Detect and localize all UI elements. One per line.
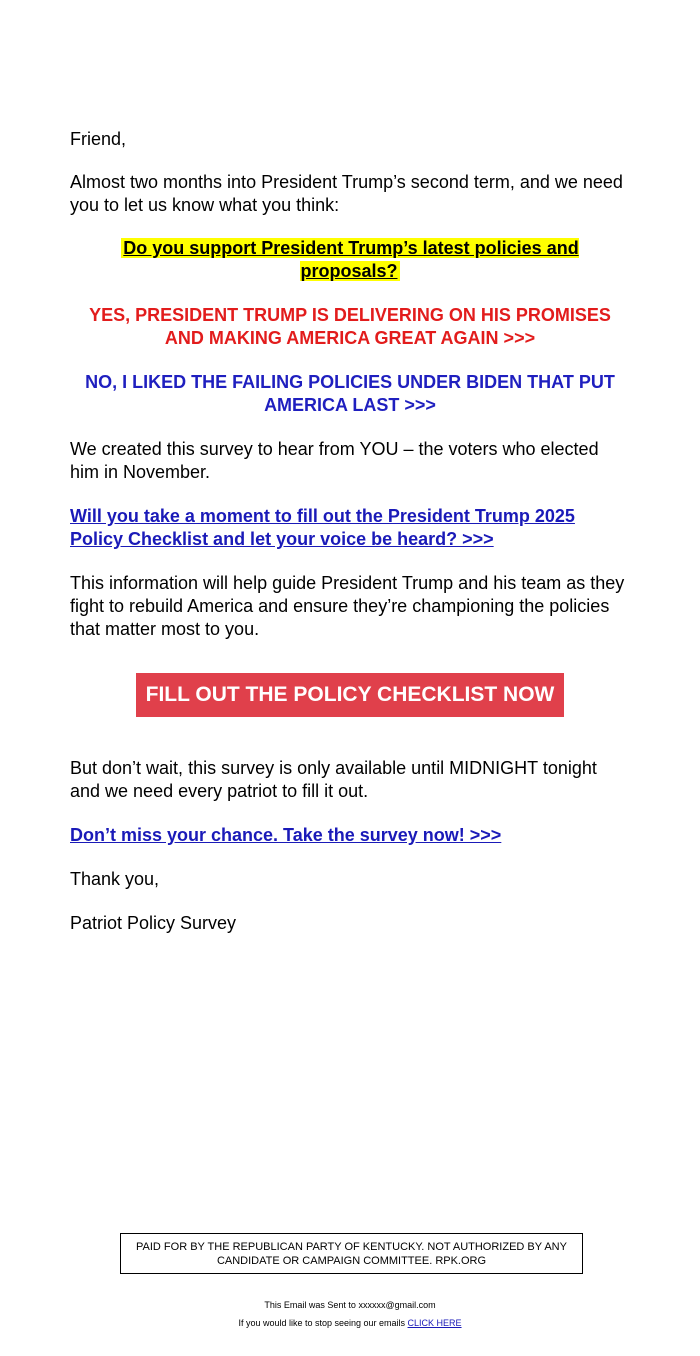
- unsubscribe-text: If you would like to stop seeing our emails: [238, 1318, 408, 1328]
- paid-for-disclaimer: PAID FOR BY THE REPUBLICAN PARTY OF KENTUCKY. NOT AUTHORIZED BY ANY CANDIDATE OR CAMPAIGN COMMITTEE. RPK.ORG: [120, 1233, 583, 1274]
- cta-container: [70, 673, 630, 717]
- signoff: Thank you,: [70, 869, 160, 889]
- fill-checklist-button[interactable]: FILL OUT THE POLICY CHECKLIST NOW: [136, 673, 565, 717]
- signature: Patriot Policy Survey: [70, 913, 237, 933]
- answer-yes-link[interactable]: YES, PRESIDENT TRUMP IS DELIVERING ON HIS PROMISES AND MAKING AMERICA GREAT AGAIN >>>: [89, 305, 611, 348]
- sent-to-text: This Email was Sent to xxxxxx@gmail.com: [264, 1300, 436, 1310]
- answer-no-link[interactable]: NO, I LIKED THE FAILING POLICIES UNDER BIDEN THAT PUT AMERICA LAST >>>: [85, 372, 615, 415]
- take-survey-link[interactable]: Don’t miss your chance. Take the survey now! >>>: [70, 825, 502, 845]
- survey-question: [70, 237, 630, 283]
- deadline-paragraph: But don’t wait, this survey is only available until MIDNIGHT tonight and we need every patriot to fill it out.: [70, 758, 597, 801]
- unsubscribe-line: [0, 1317, 700, 1329]
- checklist-link[interactable]: Will you take a moment to fill out the President Trump 2025 Policy Checklist and let your voice be heard? >>>: [70, 506, 575, 549]
- info-paragraph: This information will help guide President Trump and his team as they fight to rebuild America and ensure they’re championing the policies that matter most to you.: [70, 573, 625, 639]
- greeting: Friend,: [70, 129, 127, 149]
- survey-purpose: We created this survey to hear from YOU – the voters who elected him in November.: [70, 439, 599, 482]
- email-body: [70, 128, 630, 935]
- survey-question-text: Do you support President Trump’s latest policies and proposals?: [123, 238, 579, 281]
- email-footer: [0, 1299, 700, 1335]
- unsubscribe-link[interactable]: CLICK HERE: [407, 1318, 462, 1328]
- intro-paragraph: Almost two months into President Trump’s second term, and we need you to let us know what you think:: [70, 172, 623, 215]
